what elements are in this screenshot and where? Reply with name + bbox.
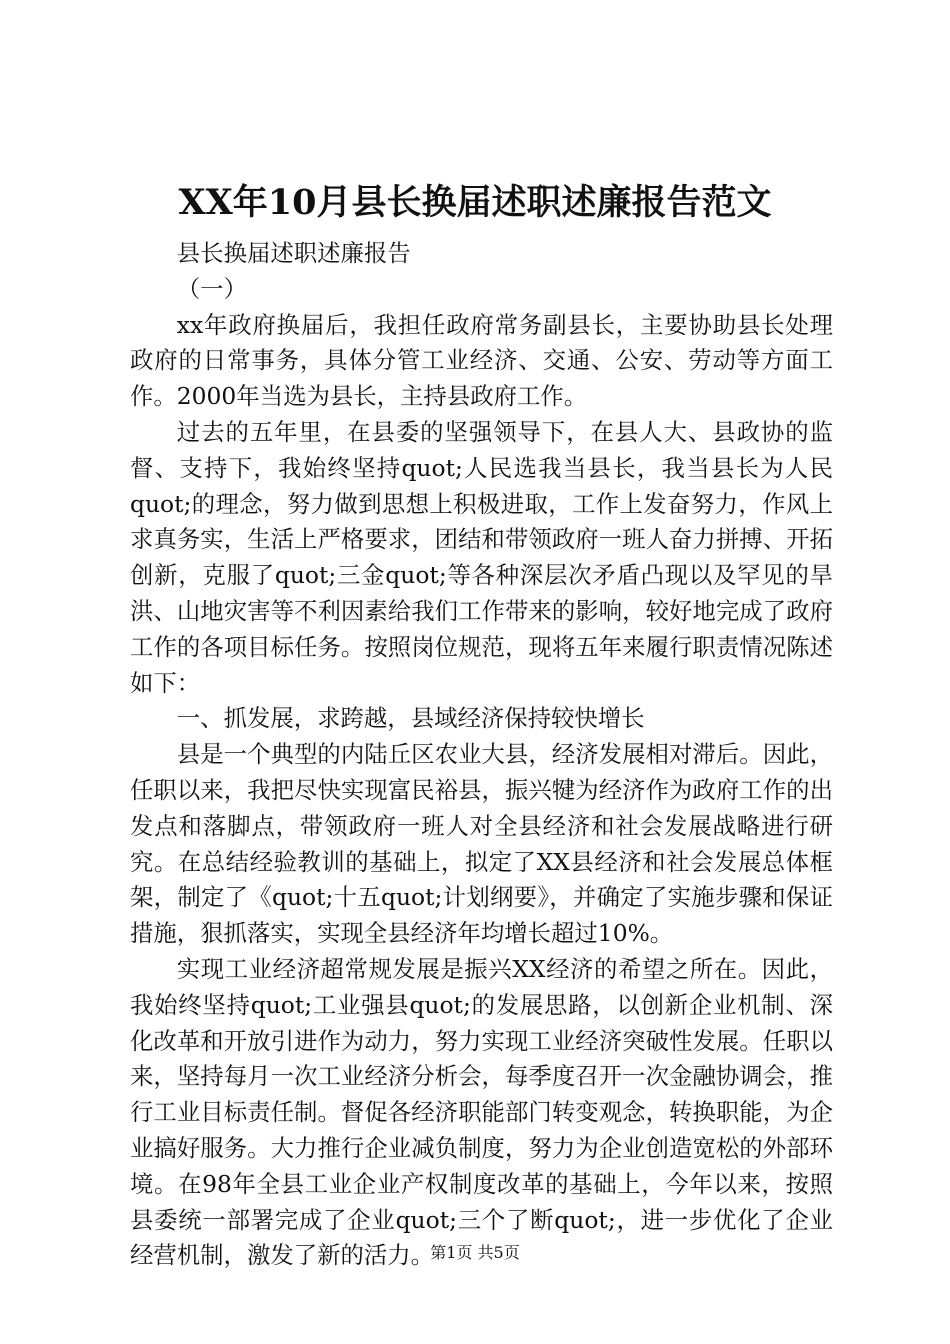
document-body <box>130 236 833 1274</box>
paragraph-subtitle: 县长换届述职述廉报告 <box>176 239 411 267</box>
paragraph: 过去的五年里，在县委的坚强领导下，在县人大、县政协的监督、支持下，我始终坚持quot;人民选我当县长，我当县长为人民quot;的理念，努力做到思想上积极进取，工作上发奋努力，作风上求真务实，生活上严格要求，团结和带领政府一班人奋力拼搏、开拓创新，克服了quot;三金quot;等各种深层次矛盾凸现以及罕见的旱洪、山地灾害等不利因素给我们工作带来的影响，较好地完成了政府工作的各项目标任务。按照岗位规范，现将五年来履行职责情况陈述如下： <box>130 417 833 697</box>
paragraph: xx年政府换届后，我担任政府常务副县长，主要协助县长处理政府的日常事务，具体分管工业经济、交通、公安、劳动等方面工作。2000年当选为县长，主持县政府工作。 <box>130 310 833 411</box>
section-heading: 一、抓发展，求跨越，县域经济保持较快增长 <box>176 704 645 733</box>
paragraph: 县是一个典型的内陆丘区农业大县，经济发展相对滞后。因此，任职以来，我把尽快实现富民裕县，振兴犍为经济作为政府工作的出发点和落脚点，带领政府一班人对全县经济和社会发展战略进行研究。在总结经验教训的基础上，拟定了XX县经济和社会发展总体框架，制定了《quot;十五quot;计划纲要》，并确定了实施步骤和保证措施，狠抓落实，实现全县经济年均增长超过10%。 <box>130 740 833 948</box>
page-number-footer: 第1页 共5页 <box>430 1243 520 1262</box>
paragraph-section-marker: （一） <box>176 274 247 303</box>
document-title: XX年10月县长换届述职述廉报告范文 <box>178 182 772 223</box>
paragraph: 实现工业经济超常规发展是振兴XX经济的希望之所在。因此，我始终坚持quot;工业强县quot;的发展思路，以创新企业机制、深化改革和开放引进作为动力，努力实现工业经济突破性发展。任职以来，坚持每月一次工业经济分析会，每季度召开一次金融协调会，推行工业目标责任制。督促各经济职能部门转变观念，转换职能，为企业搞好服务。大力推行企业减负制度，努力为企业创造宽松的外部环境。在98年全县工业企业产权制度改革的基础上，今年以来，按照县委统一部署完成了企业quot;三个了断quot;，进一步优化了企业经营机制，激发了新的活力。 <box>130 954 833 1270</box>
